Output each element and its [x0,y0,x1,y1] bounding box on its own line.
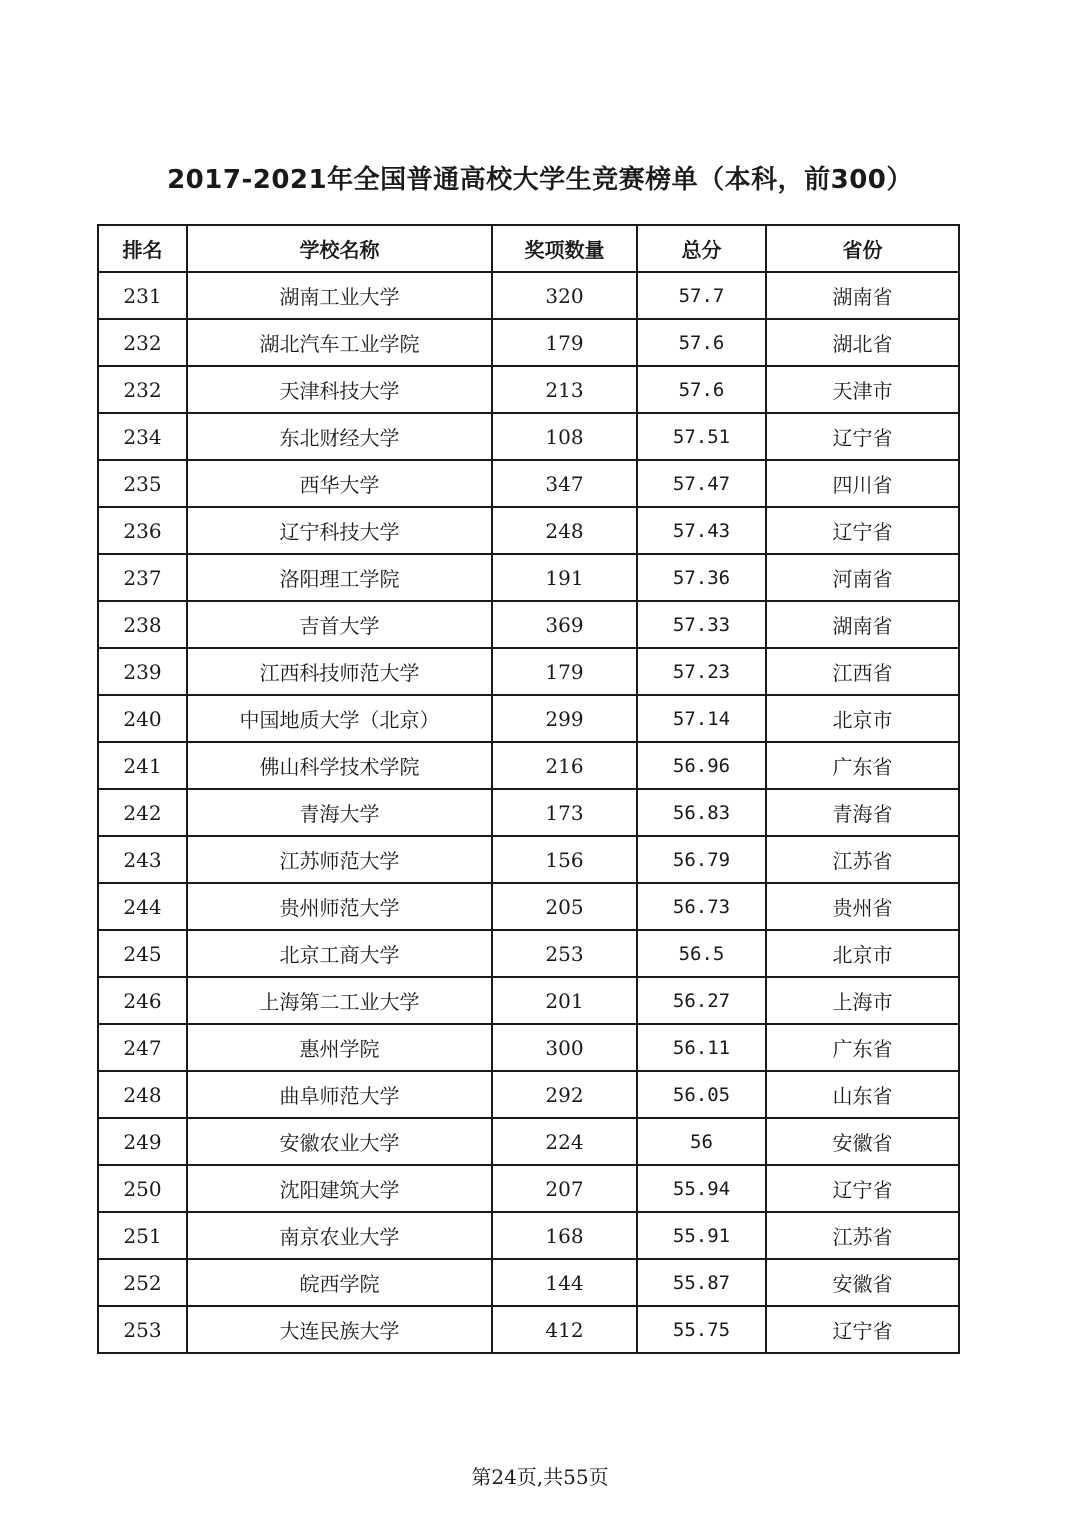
cell-total-score: 57.14 [637,695,766,742]
table-row [98,1259,959,1306]
table-header-row [98,225,959,272]
cell-rank: 239 [98,648,187,695]
cell-total-score: 55.94 [637,1165,766,1212]
page-title: 2017-2021年全国普通高校大学生竞赛榜单（本科，前300） [167,165,913,195]
cell-province: 北京市 [766,930,959,977]
table-row [98,366,959,413]
cell-province: 天津市 [766,366,959,413]
cell-award-count: 347 [492,460,637,507]
cell-total-score: 55.75 [637,1306,766,1353]
cell-province: 广东省 [766,742,959,789]
cell-school-name: 江西科技师范大学 [187,648,492,695]
cell-school-name: 吉首大学 [187,601,492,648]
cell-total-score: 56.27 [637,977,766,1024]
table-row [98,319,959,366]
cell-award-count: 300 [492,1024,637,1071]
table-body [98,272,959,1353]
cell-rank: 245 [98,930,187,977]
page-number: 第24页,共55页 [471,1465,609,1489]
cell-province: 辽宁省 [766,1165,959,1212]
table-row [98,1118,959,1165]
cell-total-score: 56.79 [637,836,766,883]
table-row [98,507,959,554]
cell-total-score: 56.83 [637,789,766,836]
cell-province: 四川省 [766,460,959,507]
cell-award-count: 412 [492,1306,637,1353]
cell-rank: 248 [98,1071,187,1118]
cell-award-count: 292 [492,1071,637,1118]
cell-rank: 242 [98,789,187,836]
table-row [98,742,959,789]
cell-rank: 232 [98,366,187,413]
table-row [98,789,959,836]
cell-province: 江苏省 [766,1212,959,1259]
table-row [98,883,959,930]
cell-rank: 247 [98,1024,187,1071]
cell-rank: 253 [98,1306,187,1353]
cell-total-score: 57.6 [637,319,766,366]
cell-province: 安徽省 [766,1118,959,1165]
cell-award-count: 179 [492,648,637,695]
cell-total-score: 56.73 [637,883,766,930]
cell-province: 湖南省 [766,601,959,648]
cell-total-score: 55.91 [637,1212,766,1259]
cell-rank: 249 [98,1118,187,1165]
cell-award-count: 179 [492,319,637,366]
cell-school-name: 天津科技大学 [187,366,492,413]
cell-total-score: 56.96 [637,742,766,789]
cell-rank: 236 [98,507,187,554]
cell-rank: 251 [98,1212,187,1259]
cell-province: 辽宁省 [766,507,959,554]
cell-school-name: 青海大学 [187,789,492,836]
cell-award-count: 173 [492,789,637,836]
cell-rank: 232 [98,319,187,366]
cell-award-count: 191 [492,554,637,601]
cell-province: 北京市 [766,695,959,742]
cell-school-name: 曲阜师范大学 [187,1071,492,1118]
cell-province: 湖北省 [766,319,959,366]
cell-total-score: 57.7 [637,272,766,319]
table-row [98,977,959,1024]
cell-rank: 240 [98,695,187,742]
cell-province: 安徽省 [766,1259,959,1306]
header-rank: 排名 [98,225,187,272]
cell-total-score: 57.6 [637,366,766,413]
table-row [98,460,959,507]
cell-school-name: 湖南工业大学 [187,272,492,319]
cell-award-count: 156 [492,836,637,883]
table-row [98,836,959,883]
table-row [98,1071,959,1118]
cell-school-name: 湖北汽车工业学院 [187,319,492,366]
cell-award-count: 168 [492,1212,637,1259]
cell-school-name: 辽宁科技大学 [187,507,492,554]
cell-total-score: 57.33 [637,601,766,648]
header-school-name: 学校名称 [187,225,492,272]
cell-province: 江西省 [766,648,959,695]
table-row [98,1165,959,1212]
cell-total-score: 57.43 [637,507,766,554]
cell-award-count: 253 [492,930,637,977]
cell-school-name: 江苏师范大学 [187,836,492,883]
table-row [98,648,959,695]
cell-school-name: 东北财经大学 [187,413,492,460]
cell-school-name: 惠州学院 [187,1024,492,1071]
header-total-score: 总分 [637,225,766,272]
cell-total-score: 57.47 [637,460,766,507]
cell-school-name: 北京工商大学 [187,930,492,977]
table-row [98,1306,959,1353]
cell-rank: 237 [98,554,187,601]
cell-rank: 252 [98,1259,187,1306]
cell-award-count: 207 [492,1165,637,1212]
cell-rank: 243 [98,836,187,883]
cell-award-count: 248 [492,507,637,554]
cell-school-name: 大连民族大学 [187,1306,492,1353]
cell-province: 广东省 [766,1024,959,1071]
cell-province: 辽宁省 [766,1306,959,1353]
cell-school-name: 洛阳理工学院 [187,554,492,601]
table-row [98,1212,959,1259]
ranking-table [97,224,960,1354]
cell-rank: 241 [98,742,187,789]
cell-award-count: 144 [492,1259,637,1306]
cell-rank: 250 [98,1165,187,1212]
table-row [98,554,959,601]
cell-award-count: 213 [492,366,637,413]
cell-school-name: 贵州师范大学 [187,883,492,930]
cell-province: 江苏省 [766,836,959,883]
cell-school-name: 皖西学院 [187,1259,492,1306]
cell-award-count: 224 [492,1118,637,1165]
cell-rank: 238 [98,601,187,648]
cell-province: 辽宁省 [766,413,959,460]
cell-total-score: 56.5 [637,930,766,977]
cell-school-name: 西华大学 [187,460,492,507]
cell-school-name: 佛山科学技术学院 [187,742,492,789]
cell-province: 山东省 [766,1071,959,1118]
cell-province: 青海省 [766,789,959,836]
cell-rank: 235 [98,460,187,507]
cell-total-score: 55.87 [637,1259,766,1306]
table-row [98,272,959,319]
cell-province: 上海市 [766,977,959,1024]
cell-award-count: 201 [492,977,637,1024]
cell-rank: 246 [98,977,187,1024]
table-row [98,413,959,460]
table-row [98,601,959,648]
cell-award-count: 320 [492,272,637,319]
cell-award-count: 369 [492,601,637,648]
cell-total-score: 57.23 [637,648,766,695]
cell-rank: 234 [98,413,187,460]
cell-award-count: 216 [492,742,637,789]
header-province: 省份 [766,225,959,272]
cell-province: 贵州省 [766,883,959,930]
cell-rank: 244 [98,883,187,930]
table-row [98,695,959,742]
cell-total-score: 56.11 [637,1024,766,1071]
cell-total-score: 57.51 [637,413,766,460]
cell-school-name: 沈阳建筑大学 [187,1165,492,1212]
header-award-count: 奖项数量 [492,225,637,272]
cell-rank: 231 [98,272,187,319]
cell-province: 湖南省 [766,272,959,319]
table-row [98,1024,959,1071]
cell-province: 河南省 [766,554,959,601]
cell-total-score: 56.05 [637,1071,766,1118]
cell-award-count: 299 [492,695,637,742]
table-row [98,930,959,977]
cell-total-score: 57.36 [637,554,766,601]
cell-school-name: 安徽农业大学 [187,1118,492,1165]
cell-award-count: 205 [492,883,637,930]
cell-school-name: 中国地质大学（北京） [187,695,492,742]
cell-school-name: 南京农业大学 [187,1212,492,1259]
cell-award-count: 108 [492,413,637,460]
cell-total-score: 56 [637,1118,766,1165]
cell-school-name: 上海第二工业大学 [187,977,492,1024]
